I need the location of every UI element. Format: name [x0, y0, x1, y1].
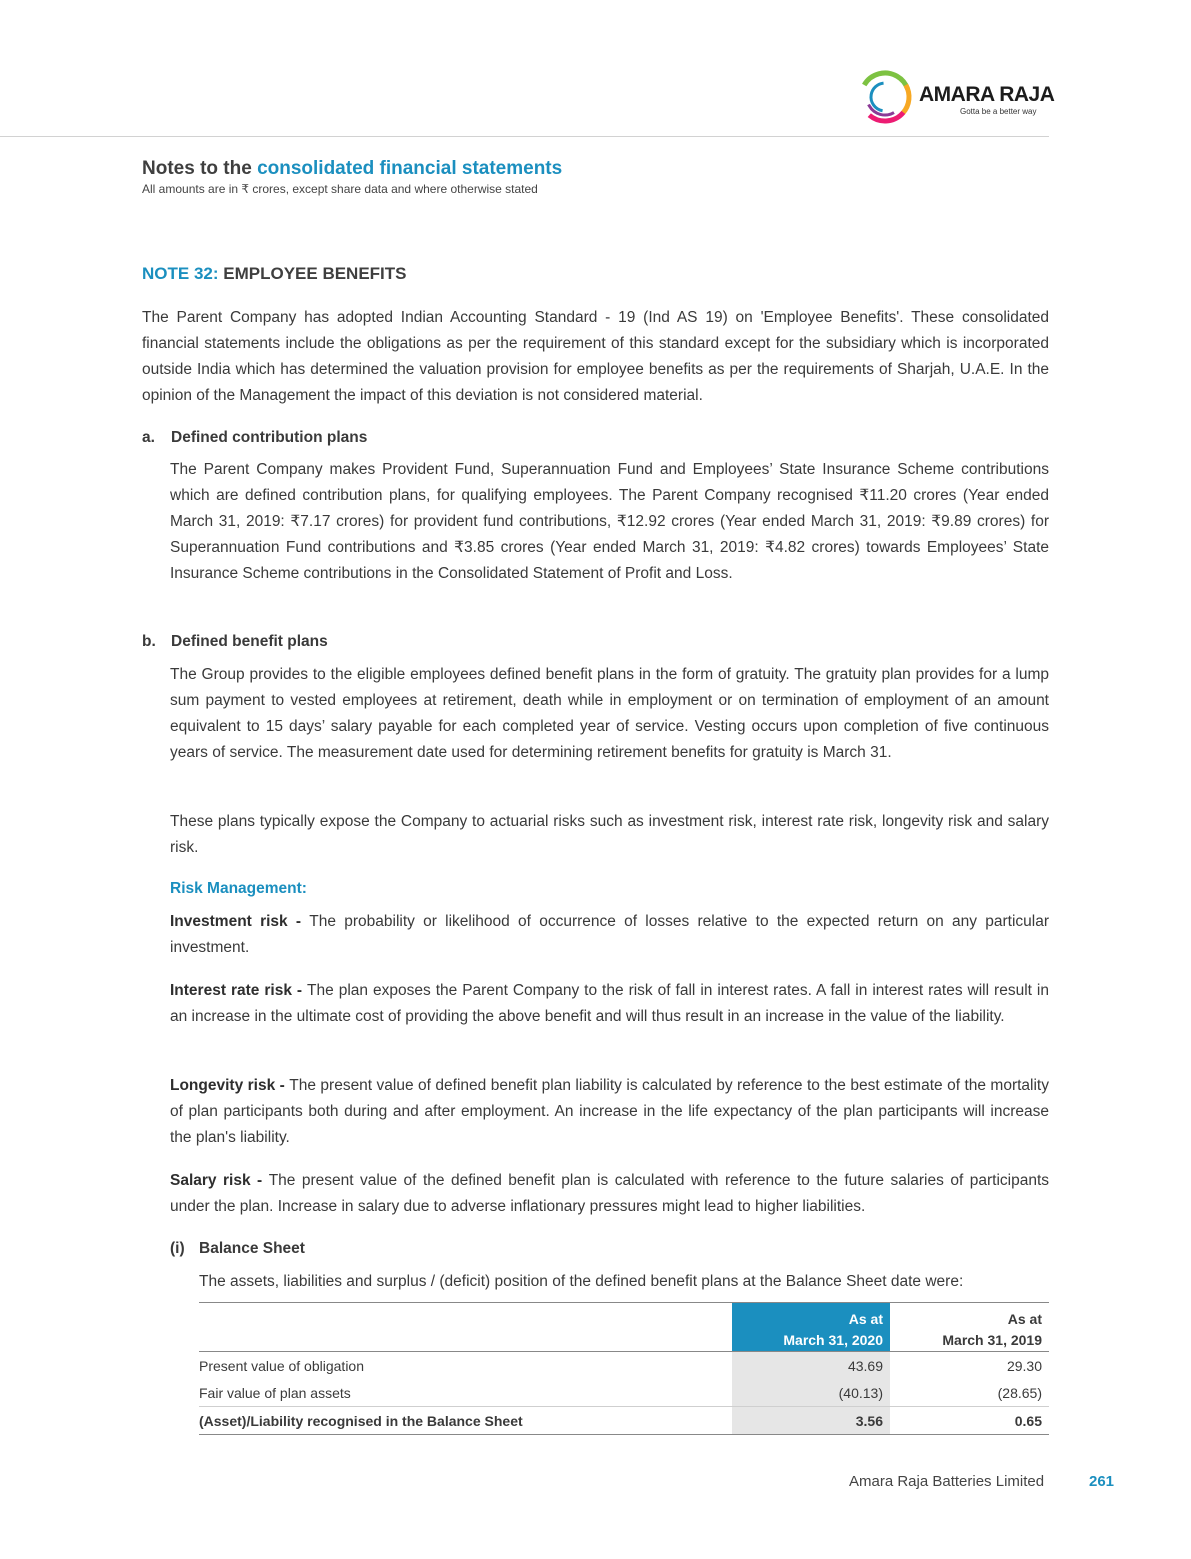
- page-title: [142, 158, 562, 180]
- section-a-title: Defined contribution plans: [171, 429, 368, 446]
- investment-risk-para: [170, 909, 1049, 961]
- longevity-risk-para: [170, 1073, 1049, 1151]
- page-number: 261: [1089, 1473, 1115, 1490]
- balance-sheet-marker: (i): [170, 1240, 185, 1257]
- table-header-row: [199, 1303, 1049, 1352]
- balance-sheet-intro: The assets, liabilities and surplus / (deficit) position of the defined benefit plans at the Balance Sheet date were:: [199, 1273, 964, 1290]
- row-label: Fair value of plan assets: [199, 1384, 351, 1401]
- header-divider: [0, 136, 1049, 137]
- interest-risk-label: Interest rate risk -: [170, 982, 308, 999]
- salary-risk-text: The present value of the defined benefit plan is calculated with reference to the future salaries of participants under the plan. Increase in salary due to adverse inflationary pressures might lead to higher liabilities.: [170, 1172, 1049, 1215]
- row-value-2020: 43.69: [732, 1352, 890, 1380]
- section-a-marker: a.: [142, 429, 155, 446]
- table-row: [199, 1379, 1049, 1407]
- amara-raja-logo: [858, 70, 1058, 124]
- note-intro: The Parent Company has adopted Indian Accounting Standard - 19 (Ind AS 19) on 'Employee Benefits'. These consolidated financial statements include the obligations as per the requirement of this standard except for the subsidiary which is incorporated outside India which has determined the valuation provision for employee benefits as per the requirements of Sharjah, U.A.E. In the opinion of the Management the impact of this deviation is not considered material.: [142, 309, 1049, 404]
- logo-swirl-icon: [858, 70, 914, 124]
- header-2019-line1: As at: [1007, 1311, 1042, 1327]
- row-value-2020: (40.13): [732, 1379, 890, 1407]
- table-header-2020: [732, 1303, 890, 1352]
- salary-risk-para: [170, 1168, 1049, 1220]
- risk-management-heading: Risk Management:: [170, 880, 307, 897]
- brand-name: AMARA RAJA: [919, 83, 1055, 106]
- interest-risk-para: [170, 978, 1049, 1030]
- balance-sheet-table: [199, 1302, 1049, 1435]
- row-label: (Asset)/Liability recognised in the Balance Sheet: [199, 1407, 732, 1435]
- row-value-2020: 3.56: [732, 1407, 890, 1435]
- balance-sheet-title: Balance Sheet: [199, 1240, 305, 1257]
- header-2020-line1: As at: [848, 1311, 883, 1327]
- brand-tagline: Gotta be a better way: [960, 107, 1037, 116]
- table-header-2019: [890, 1303, 1049, 1352]
- longevity-risk-label: Longevity risk -: [170, 1077, 290, 1094]
- row-label: Present value of obligation: [199, 1357, 364, 1374]
- investment-risk-text: The probability or likelihood of occurrence of losses relative to the expected return on any particular investment.: [170, 913, 1049, 956]
- longevity-risk-text: The present value of defined benefit plan liability is calculated by reference to the best estimate of the mortality of plan participants both during and after employment. An increase in the life expectancy of the plan participants will increase the plan's liability.: [170, 1077, 1049, 1146]
- table-total-row: [199, 1407, 1049, 1435]
- table-row: [199, 1352, 1049, 1380]
- salary-risk-label: Salary risk -: [170, 1172, 269, 1189]
- section-a-text: The Parent Company makes Provident Fund, Superannuation Fund and Employees’ State Insurance Scheme contributions which are defined contribution plans, for qualifying employees. The Parent Company recognised ₹11.20 crores (Year ended March 31, 2019: ₹7.17 crores) for provident fund contributions, ₹12.92 crores (Year ended March 31, 2019: ₹9.89 crores) for Superannuation Fund contributions and ₹3.85 crores (Year ended March 31, 2019: ₹4.82 crores) towards Employees’ State Insurance Scheme contributions in the Consolidated Statement of Profit and Loss.: [170, 461, 1049, 582]
- footer-company: Amara Raja Batteries Limited: [849, 1473, 1045, 1490]
- investment-risk-label: Investment risk -: [170, 913, 310, 930]
- interest-risk-text: The plan exposes the Parent Company to the risk of fall in interest rates. A fall in interest rates will result in an increase in the ultimate cost of providing the above benefit and will thus result in an increase in the value of the liability.: [170, 982, 1049, 1025]
- row-value-2019: (28.65): [997, 1384, 1042, 1401]
- row-value-2019: 0.65: [890, 1407, 1049, 1435]
- note-number: NOTE 32:: [142, 264, 219, 283]
- section-b-text: The Group provides to the eligible employees defined benefit plans in the form of gratuity. The gratuity plan provides for a lump sum payment to vested employees at retirement, death while in employment or on termination of employment of an amount equivalent to 15 days’ salary payable for each completed year of service. Vesting occurs upon completion of five continuous years of service. The measurement date used for determining retirement benefits for gratuity is March 31.: [170, 666, 1049, 761]
- section-b-title: Defined benefit plans: [171, 633, 328, 650]
- table-header-label: [199, 1303, 732, 1352]
- header-2020-line2: March 31, 2020: [783, 1332, 883, 1348]
- page-title-prefix: Notes to the: [142, 158, 258, 179]
- row-value-2019: 29.30: [1006, 1357, 1042, 1374]
- note-title: [142, 264, 407, 284]
- section-b-marker: b.: [142, 633, 156, 650]
- page-subtitle: All amounts are in ₹ crores, except share data and where otherwise stated: [142, 182, 538, 196]
- page-title-highlight: consolidated financial statements: [257, 158, 563, 179]
- section-b-text2: These plans typically expose the Company to actuarial risks such as investment risk, interest rate risk, longevity risk and salary risk.: [170, 813, 1049, 856]
- note-heading: EMPLOYEE BENEFITS: [218, 264, 407, 283]
- header-2019-line2: March 31, 2019: [942, 1332, 1042, 1348]
